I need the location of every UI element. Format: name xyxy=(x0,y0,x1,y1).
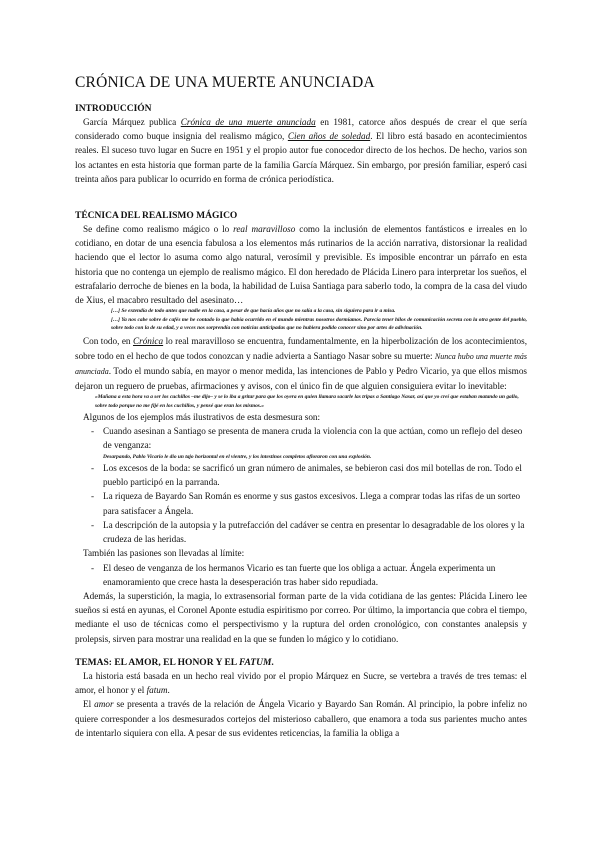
pasiones-list xyxy=(75,561,527,589)
temas-section xyxy=(75,657,527,740)
term: amor xyxy=(94,699,114,710)
text-run: García Márquez publica xyxy=(83,117,181,127)
list-item: - La riqueza de Bayardo San Román es enorme y sus gastos excesivos. Llega a comprar todas las rifas de un sorteo para satisfacer a Ángela. xyxy=(75,489,527,517)
list-item: - Los excesos de la boda: se sacrificó un gran número de animales, se bebieron casi dos mil botellas de ron. Todo el pueblo participó en la parranda. xyxy=(75,461,527,489)
intro-paragraph xyxy=(75,115,527,186)
block-quote-1 xyxy=(111,307,527,332)
text-run: La historia está basada en un hecho real vivido por el propio Márquez en Sucre, se vertebra a través de tres temas: el amor, el honor y el xyxy=(75,671,527,696)
heading-term: FATUM xyxy=(239,658,272,668)
tecnica-section xyxy=(75,210,527,646)
term: real maravilloso xyxy=(233,224,296,234)
pasiones-intro: También las pasiones son llevadas al límite: xyxy=(83,548,245,559)
list-item: - El deseo de venganza de los hermanos Vicario es tan fuerte que los obliga a actuar. Ángela experimenta un enamoramiento que crece hasta la desesperación tras haber sido repudiada. xyxy=(75,561,527,589)
temas-paragraph-2 xyxy=(75,697,527,740)
text-run: se presenta a través de la relación de Ángela Vicario y Bayardo San Román. Al principio, la pobre infeliz no quiere corresponder a los desmesurados cortejos del misterioso caballero, que enamora a toda sus parientes mucho antes de intentarlo siquiera con ella. A pesar de sus evidentes reticencias, la familia la obliga a xyxy=(75,699,527,738)
temas-paragraph-1 xyxy=(75,669,527,697)
book-title: Crónica xyxy=(132,336,164,347)
text-run: como la inclusión de elementos fantásticos e irreales en lo cotidiano, en dotar de una esencia fabulosa a los elementos más rutinarios de la acción narrativa, distorsionar la realidad haciendo que el lector lo asuma como algo natural, verosímil y previsible. Es imposible encontrar un párrafo en esta historia que no contenga un ejemplo de realismo mágico. El don heredado de Plácida Linero para interpretar los sueños, el estrafalario derroche de bienes en la boda, la habilidad de Luisa Santiaga para saberlo todo, la compra de la casa del viudo de Xius, el macabro resultado del asesinato… xyxy=(75,224,527,306)
text-run: lo real maravilloso se encuentra, fundamentalmente, en la hiperbolización de los acontecimientos, sobre todo en el hecho de que todos conozcan y nadie advierta a Santiago Nasar sobre su muerte: xyxy=(75,336,527,361)
intro-heading: INTRODUCCIÓN xyxy=(75,104,152,114)
book-title: Cien años de soledad xyxy=(287,131,371,142)
text-run: Se define como realismo mágico o lo xyxy=(83,224,234,234)
list-item: - Cuando asesinan a Santiago se presenta de manera cruda la violencia con la que actúan, como un reflejo del deseo de venganza: xyxy=(75,424,527,452)
document-title: CRÓNICA DE UNA MUERTE ANUNCIADA xyxy=(75,74,375,91)
quote-line: […] Se extendía de todo antes que nadie en la casa, a pesar de que hacía años que no salía a la casa, sin siquiera para ir a misa. xyxy=(111,308,396,315)
tecnica-paragraph-2 xyxy=(75,334,527,393)
temas-heading xyxy=(75,657,527,669)
tecnica-paragraph-1 xyxy=(75,222,527,307)
text-run: . El libro está basado en acontecimientos reales. El suceso tuvo lugar en Sucre en 1951 y el propio autor fue conocedor directo de los hechos. De hecho, varios son los actantes en esta historia que forman parte de la familia García Márquez. Sin embargo, por presión familiar, esperó casi treinta años para publicar lo ocurrido en forma de crónica periodística. xyxy=(75,131,527,184)
tecnica-paragraph-3: Además, la superstición, la magia, lo extrasensorial forman parte de la vida cotidiana de las gentes: Plácida Linero lee sueños si está en ayunas, el Coronel Aponte estudia espiritismo por correo. Por último, la importancia que cobra el tiempo, mediante el uso de técnicas como el perspectivismo y la ruptura del orden cronológico, con constantes analepsis y prolepsis, sirven para mostrar una realidad en la que se funden lo mágico y lo cotidiano. xyxy=(75,590,527,644)
text-run: . Todo el mundo sabía, en mayor o menor medida, las intenciones de Pablo y Pedro Vicario, ya que ellos mismos dejaron un reguero de pruebas, afirmaciones y avisos, con el único fin de que alguien consiguiera evitar lo inevitable: xyxy=(75,365,527,392)
list-intro: Algunos de los ejemplos más ilustrativos de esta desmesura son: xyxy=(83,412,321,423)
examples-list xyxy=(75,424,527,546)
heading-text: . xyxy=(271,658,274,668)
quote-line: […] Ya nos cabe sobre de cafés me he contado lo que había ocurrido en el mundo mientras nosotros dormíamos. Parecía tener hilos de comunicación secreta con la otra gente del pueblo, sobre todo con la de su edad, y a veces nos sorprendía con noticias anticipadas que no hubiera podido conocer sino por artes de adivinación. xyxy=(111,316,527,332)
text-run: . xyxy=(167,685,170,696)
term: fatum xyxy=(146,685,168,696)
book-title: Crónica de una muerte anunciada xyxy=(180,117,316,127)
tecnica-heading: TÉCNICA DEL REALISMO MÁGICO xyxy=(75,211,238,221)
text-run: El xyxy=(83,699,95,710)
heading-text: TEMAS: EL AMOR, EL HONOR Y EL xyxy=(75,658,239,668)
block-quote-2: «Mañana a esta hora va a ser los cuchillos –me dijo– y se lo iba a gritar para que los oyera en quien llamara sacarle las tripas a Santiago Nasar, así que yo creí que estaban matando un gallo, sobre todo porque no me fijé en los cuchillos, y pensé que eran los mismos.» xyxy=(95,394,519,409)
list-item: - La descripción de la autopsia y la putrefacción del cadáver se centra en presentar lo desagradable de los olores y la crudeza de las heridas. xyxy=(75,518,527,546)
list-note: Desarpando, Pablo Vicario le dio un tajo horizontal en el vientre, y los intestinos completos afloraron con una explosión. xyxy=(103,453,372,460)
text-run: en 1981, catorce años después de crear el que sería considerado como buque insignia del realismo mágico, xyxy=(75,117,527,142)
quote-inline: Nunca hubo una muerte más anunciada xyxy=(75,351,527,376)
text-run: Con todo, en xyxy=(83,336,133,347)
intro-section xyxy=(75,103,527,186)
